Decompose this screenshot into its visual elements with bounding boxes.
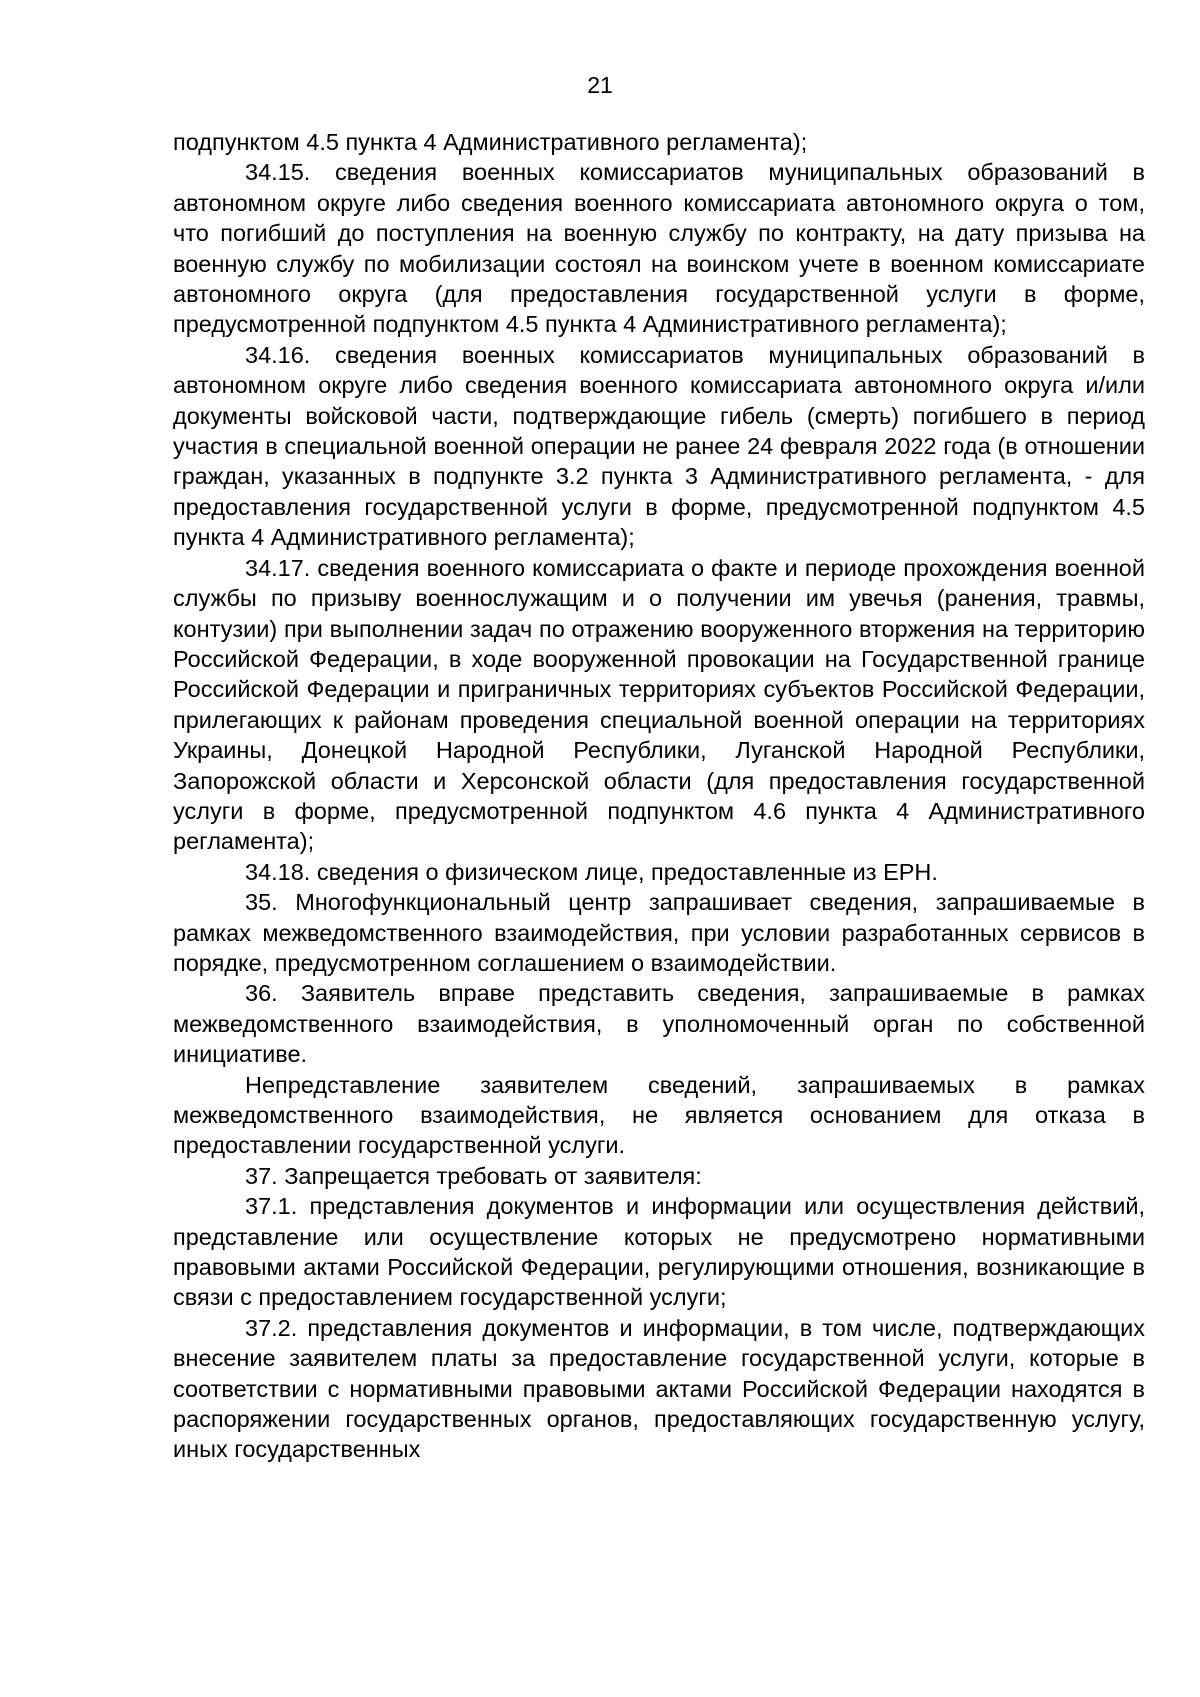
paragraph-37-1: 37.1. представления документов и информации или осуществления действий, представление или осуществление которых не предусмотрено нормативными правовыми актами Российской Федерации, регулирующими отношения, возникающие в связи с предоставлением государственной услуги; [173,1193,1145,1311]
paragraph-34-17: 34.17. сведения военного комиссариата о факте и периоде прохождения военной службы по призыву военнослужащим и о получении им увечья (ранения, травмы, контузии) при выполнении задач по отражению вооруженного вторжения на территорию Российской Федерации, в ходе вооруженной провокации на Государственной границе Российской Федерации и приграничных территориях субъектов Российской Федерации, прилегающих к районам проведения специальной военной операции на территориях Украины, Донецкой Народной Республики, Луганской Народной Республики, Запорожской области и Херсонской области (для предоставления государственной услуги в форме, предусмотренной подпунктом 4.6 пункта 4 Административного регламента); [173,554,1145,855]
paragraph-37-2: 37.2. представления документов и информации, в том числе, подтверждающих внесение заявителем платы за предоставление государственной услуги, которые в соответствии с нормативными правовыми актами Российской Федерации находятся в распоряжении государственных органов, предоставляющих государственную услугу, иных государственных [173,1314,1145,1463]
page-number: 21 [587,72,613,98]
paragraph-37: 37. Запрещается требовать от заявителя: [245,1162,702,1189]
paragraph-36-note: Непредставление заявителем сведений, запрашиваемых в рамках межведомственного взаимодействия, не является основанием для отказа в предоставлении государственной услуги. [173,1071,1145,1159]
paragraph-35: 35. Многофункциональный центр запрашивает сведения, запрашиваемые в рамках межведомственного взаимодействия, при условии разработанных сервисов в порядке, предусмотренном соглашением о взаимодействии. [173,889,1145,976]
paragraph-34-15: 34.15. сведения военных комиссариатов муниципальных образований в автономном округе либо сведения военного комиссариата автономного округа о том, что погибший до поступления на военную службу по контракту, на дату призыва на военную службу по мобилизации состоял на воинском учете в военном комиссариате автономного округа (для предоставления государственной услуги в форме, предусмотренной подпунктом 4.5 пункта 4 Административного регламента); [173,159,1145,338]
paragraph-36: 36. Заявитель вправе представить сведения, запрашиваемые в рамках межведомственного взаимодействия, в уполномоченный орган по собственной инициативе. [173,980,1145,1068]
paragraph-34-18: 34.18. сведения о физическом лице, предоставленные из ЕРН. [245,858,938,885]
paragraph-continuation: подпунктом 4.5 пункта 4 Административного регламента); [173,129,808,155]
document-body [173,127,1145,1465]
paragraph-34-16: 34.16. сведения военных комиссариатов муниципальных образований в автономном округе либо сведения военного комиссариата автономного округа и/или документы войсковой части, подтверждающие гибель (смерть) погибшего в период участия в специальной военной операции не ранее 24 февраля 2022 года (в отношении граждан, указанных в подпункте 3.2 пункта 3 Административного регламента, - для предоставления государственной услуги в форме, предусмотренной подпунктом 4.5 пункта 4 Административного регламента); [173,341,1145,551]
